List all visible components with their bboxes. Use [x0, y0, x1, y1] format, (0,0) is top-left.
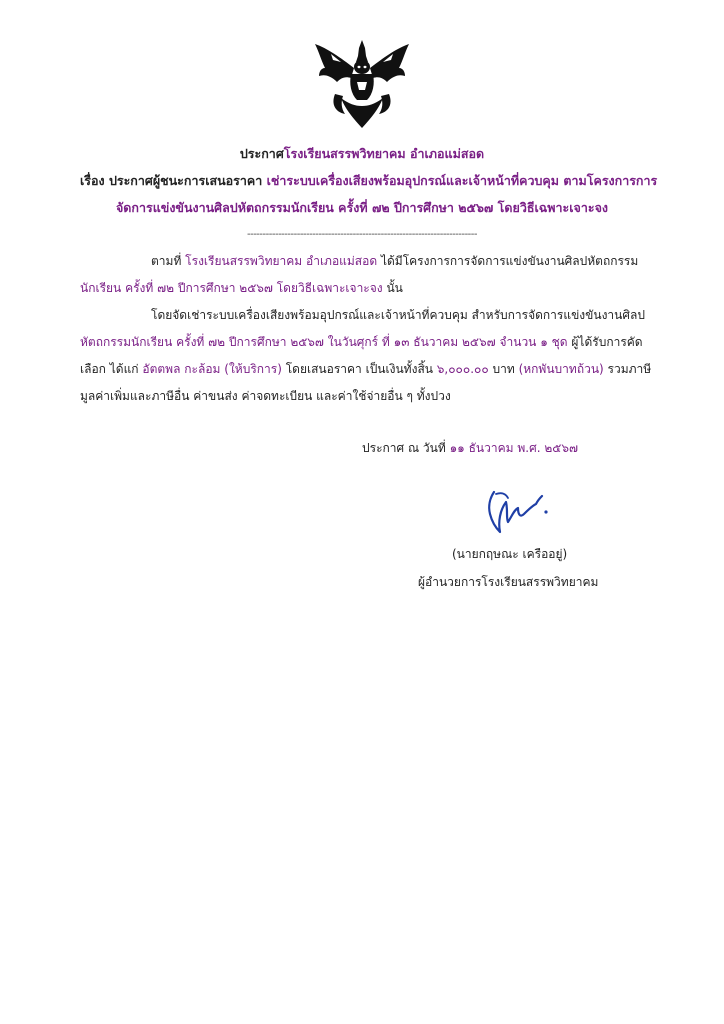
subject-line-1	[80, 173, 657, 189]
garuda-emblem-icon	[311, 38, 413, 130]
paragraph-2-line-3	[80, 361, 651, 377]
text-segment: บาท	[488, 362, 519, 376]
title-school: โรงเรียนสรรพวิทยาคม อำเภอแม่สอด	[283, 146, 485, 161]
project-name: นักเรียน ครั้งที่ ๗๒ ปีการศึกษา ๒๕๖๗ โดยวิธีเฉพาะเจาะจง	[80, 281, 383, 295]
date-prefix: ประกาศ ณ วันที่	[362, 441, 450, 455]
date-value: ๑๑ ธันวาคม พ.ศ. ๒๕๖๗	[449, 441, 578, 455]
event-details: หัตถกรรมนักเรียน ครั้งที่ ๗๒ ปีการศึกษา ๒๕๖๗ ในวันศุกร์ ที่ ๑๓ ธันวาคม ๒๕๖๗ จำนวน ๑ ชุด	[80, 335, 568, 349]
text-segment: เลือก ได้แก่	[80, 362, 143, 376]
announcement-title	[0, 146, 724, 162]
price-in-words: (หกพันบาทถ้วน)	[518, 362, 604, 376]
text-segment: รวมภาษี	[603, 362, 652, 376]
subject-line-2: จัดการแข่งขันงานศิลปหัตถกรรมนักเรียน ครั้งที่ ๗๒ ปีการศึกษา ๒๕๖๗ โดยวิธีเฉพาะเจาะจง	[115, 200, 609, 215]
text-segment: ตามที่	[151, 254, 186, 268]
separator-line: --------------------------------------------------------------------------	[246, 229, 478, 240]
text-segment: โดยเสนอราคา เป็นเงินทั้งสิ้น	[281, 362, 437, 376]
paragraph-1-line-1	[151, 253, 638, 269]
school-name: โรงเรียนสรรพวิทยาคม อำเภอแม่สอด	[185, 254, 378, 268]
text-segment: ผู้ได้รับการคัด	[567, 335, 643, 349]
paragraph-2-line-2	[80, 334, 643, 350]
text-segment: นั้น	[382, 281, 403, 295]
paragraph-2-line-1: โดยจัดเช่าระบบเครื่องเสียงพร้อมอุปกรณ์และเจ้าหน้าที่ควบคุม สำหรับการจัดการแข่งขันงานศิลป	[151, 308, 645, 322]
paragraph-1-line-2	[80, 280, 403, 296]
announcement-date	[362, 440, 578, 456]
signer-name: (นายกฤษณะ เครืออยู่)	[452, 547, 568, 561]
title-prefix: ประกาศ	[239, 146, 284, 161]
price-amount: ๖,๐๐๐.๐๐	[436, 362, 489, 376]
signer-position: ผู้อำนวยการโรงเรียนสรรพวิทยาคม	[418, 575, 599, 589]
subject-label: เรื่อง ประกาศผู้ชนะการเสนอราคา	[80, 173, 267, 188]
handwritten-signature-icon	[478, 488, 550, 534]
winner-name: อัตตพล กะล้อม (ให้บริการ)	[142, 362, 282, 376]
paragraph-2-line-4: มูลค่าเพิ่มและภาษีอื่น ค่าขนส่ง ค่าจดทะเบียน และค่าใช้จ่ายอื่น ๆ ทั้งปวง	[80, 389, 451, 403]
text-segment: ได้มีโครงการการจัดการแข่งขันงานศิลปหัตถกรรม	[377, 254, 639, 268]
subject-highlight: เช่าระบบเครื่องเสียงพร้อมอุปกรณ์และเจ้าหน้าที่ควบคุม ตามโครงการการ	[266, 173, 658, 188]
